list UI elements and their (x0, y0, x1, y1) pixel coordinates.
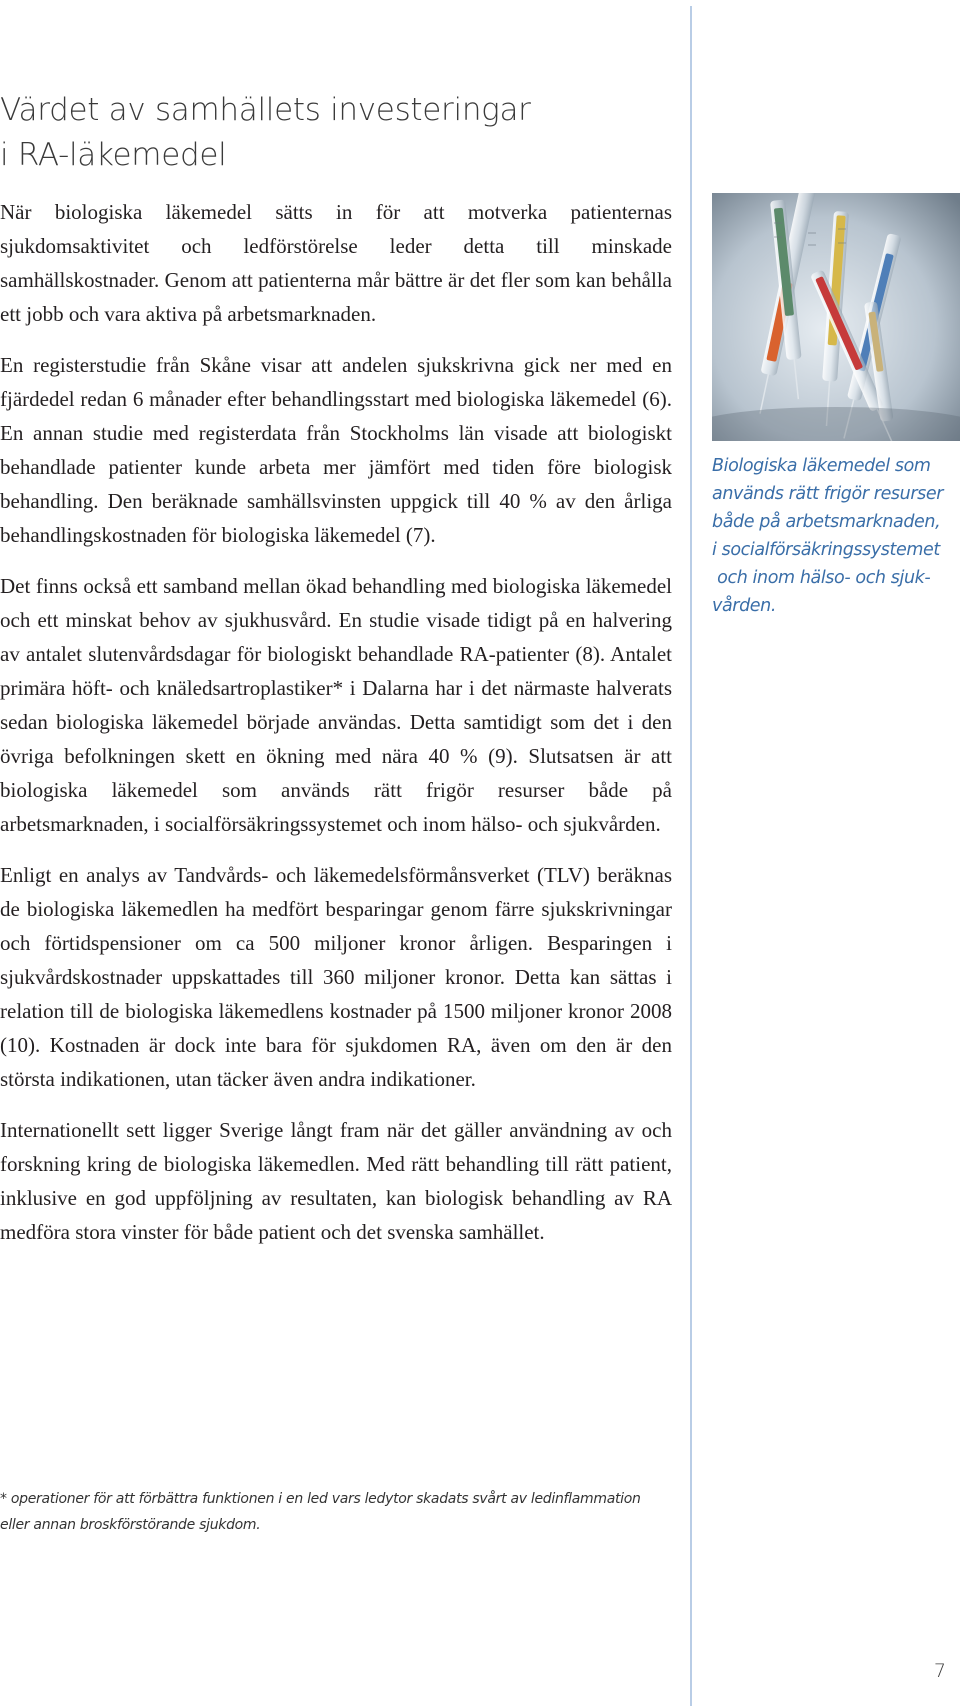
footnote-line: * operationer för att förbättra funktionen i en led vars ledytor skadats svårt av ledinflammation (0, 1491, 641, 1507)
footnote-line: eller annan broskförstörande sjukdom. (0, 1517, 261, 1533)
page-number: 7 (933, 1660, 946, 1682)
caption-line: i socialförsäkringssystemet (712, 540, 940, 560)
photo-caption (712, 452, 960, 620)
column-divider (690, 6, 692, 1706)
caption-line: vården. (712, 596, 777, 616)
page-title (0, 88, 672, 178)
syringes-illustration (712, 193, 960, 441)
title-line-1: Värdet av samhällets investeringar (0, 92, 531, 128)
syringes-photo (712, 193, 960, 441)
footnote (0, 1486, 672, 1538)
paragraph-1: När biologiska läkemedel sätts in för att motverka patienternas sjukdomsaktivitet och ledförstörelse leder detta till minskade samhällskostnader. Genom att patienterna mår bättre är det fler som kan behålla ett jobb och vara aktiva på arbetsmarknaden. (0, 200, 672, 326)
paragraph-4: Enligt en analys av Tandvårds- och läkemedelsförmånsverket (TLV) beräknas de biologiska läkemedlen ha medfört besparingar genom färre sjukskrivningar och förtidspensioner om ca 500 miljoner kronor årligen. Besparingen i sjukvårdskostnader uppskattades till 360 miljoner kronor. Detta kan sättas i relation till de biologiska läkemedlens kostnader på 1500 miljoner kronor 2008 (10). Kostnaden är dock inte bara för sjukdomen RA, även om den är den största indikationen, utan täcker även andra indikationer. (0, 863, 672, 1091)
caption-line: används rätt frigör resurser (712, 484, 944, 504)
title-line-2: i RA-läkemedel (0, 137, 227, 173)
caption-line: Biologiska läkemedel som (712, 456, 931, 476)
caption-line: både på arbetsmarknaden, (712, 512, 941, 532)
paragraph-2: En registerstudie från Skåne visar att andelen sjukskrivna gick ner med en fjärdedel redan 6 månader efter behandlingsstart med biologiska läkemedel (6). En annan studie med registerdata från Stockholms län visade att biologiskt behandlade patienter kunde arbeta mer jämfört med tiden före biologisk behandling. Den beräknade samhällsvinsten uppgick till 40 % av den årliga behandlingskostnaden för biologiska läkemedel (7). (0, 353, 672, 547)
paragraph-5: Internationellt sett ligger Sverige långt fram när det gäller användning av och forskning kring de biologiska läkemedlen. Med rätt behandling till rätt patient, inklusive en god uppföljning av resultaten, kan biologisk behandling av RA medföra stora vinster för både patient och det svenska samhället. (0, 1118, 672, 1244)
caption-line: och inom hälso- och sjuk- (712, 568, 931, 588)
main-column (0, 88, 672, 1266)
paragraph-3: Det finns också ett samband mellan ökad behandling med biologiska läkemedel och ett minskat behov av sjukhusvård. En studie visade tidigt på en halvering av antalet slutenvårdsdagar för biologiskt behandlade RA-patienter (8). Antalet primära höft- och knäledsartroplastiker* i Dalarna har i det närmaste halverats sedan biologiska läkemedel började användas. Detta samtidigt som det i den övriga befolkningen skett en ökning med nära 40 % (9). Slutsatsen är att biologiska läkemedel som används rätt frigör resurser både på arbetsmarknaden, i socialförsäkringssystemet och inom hälso- och sjukvården. (0, 574, 672, 836)
